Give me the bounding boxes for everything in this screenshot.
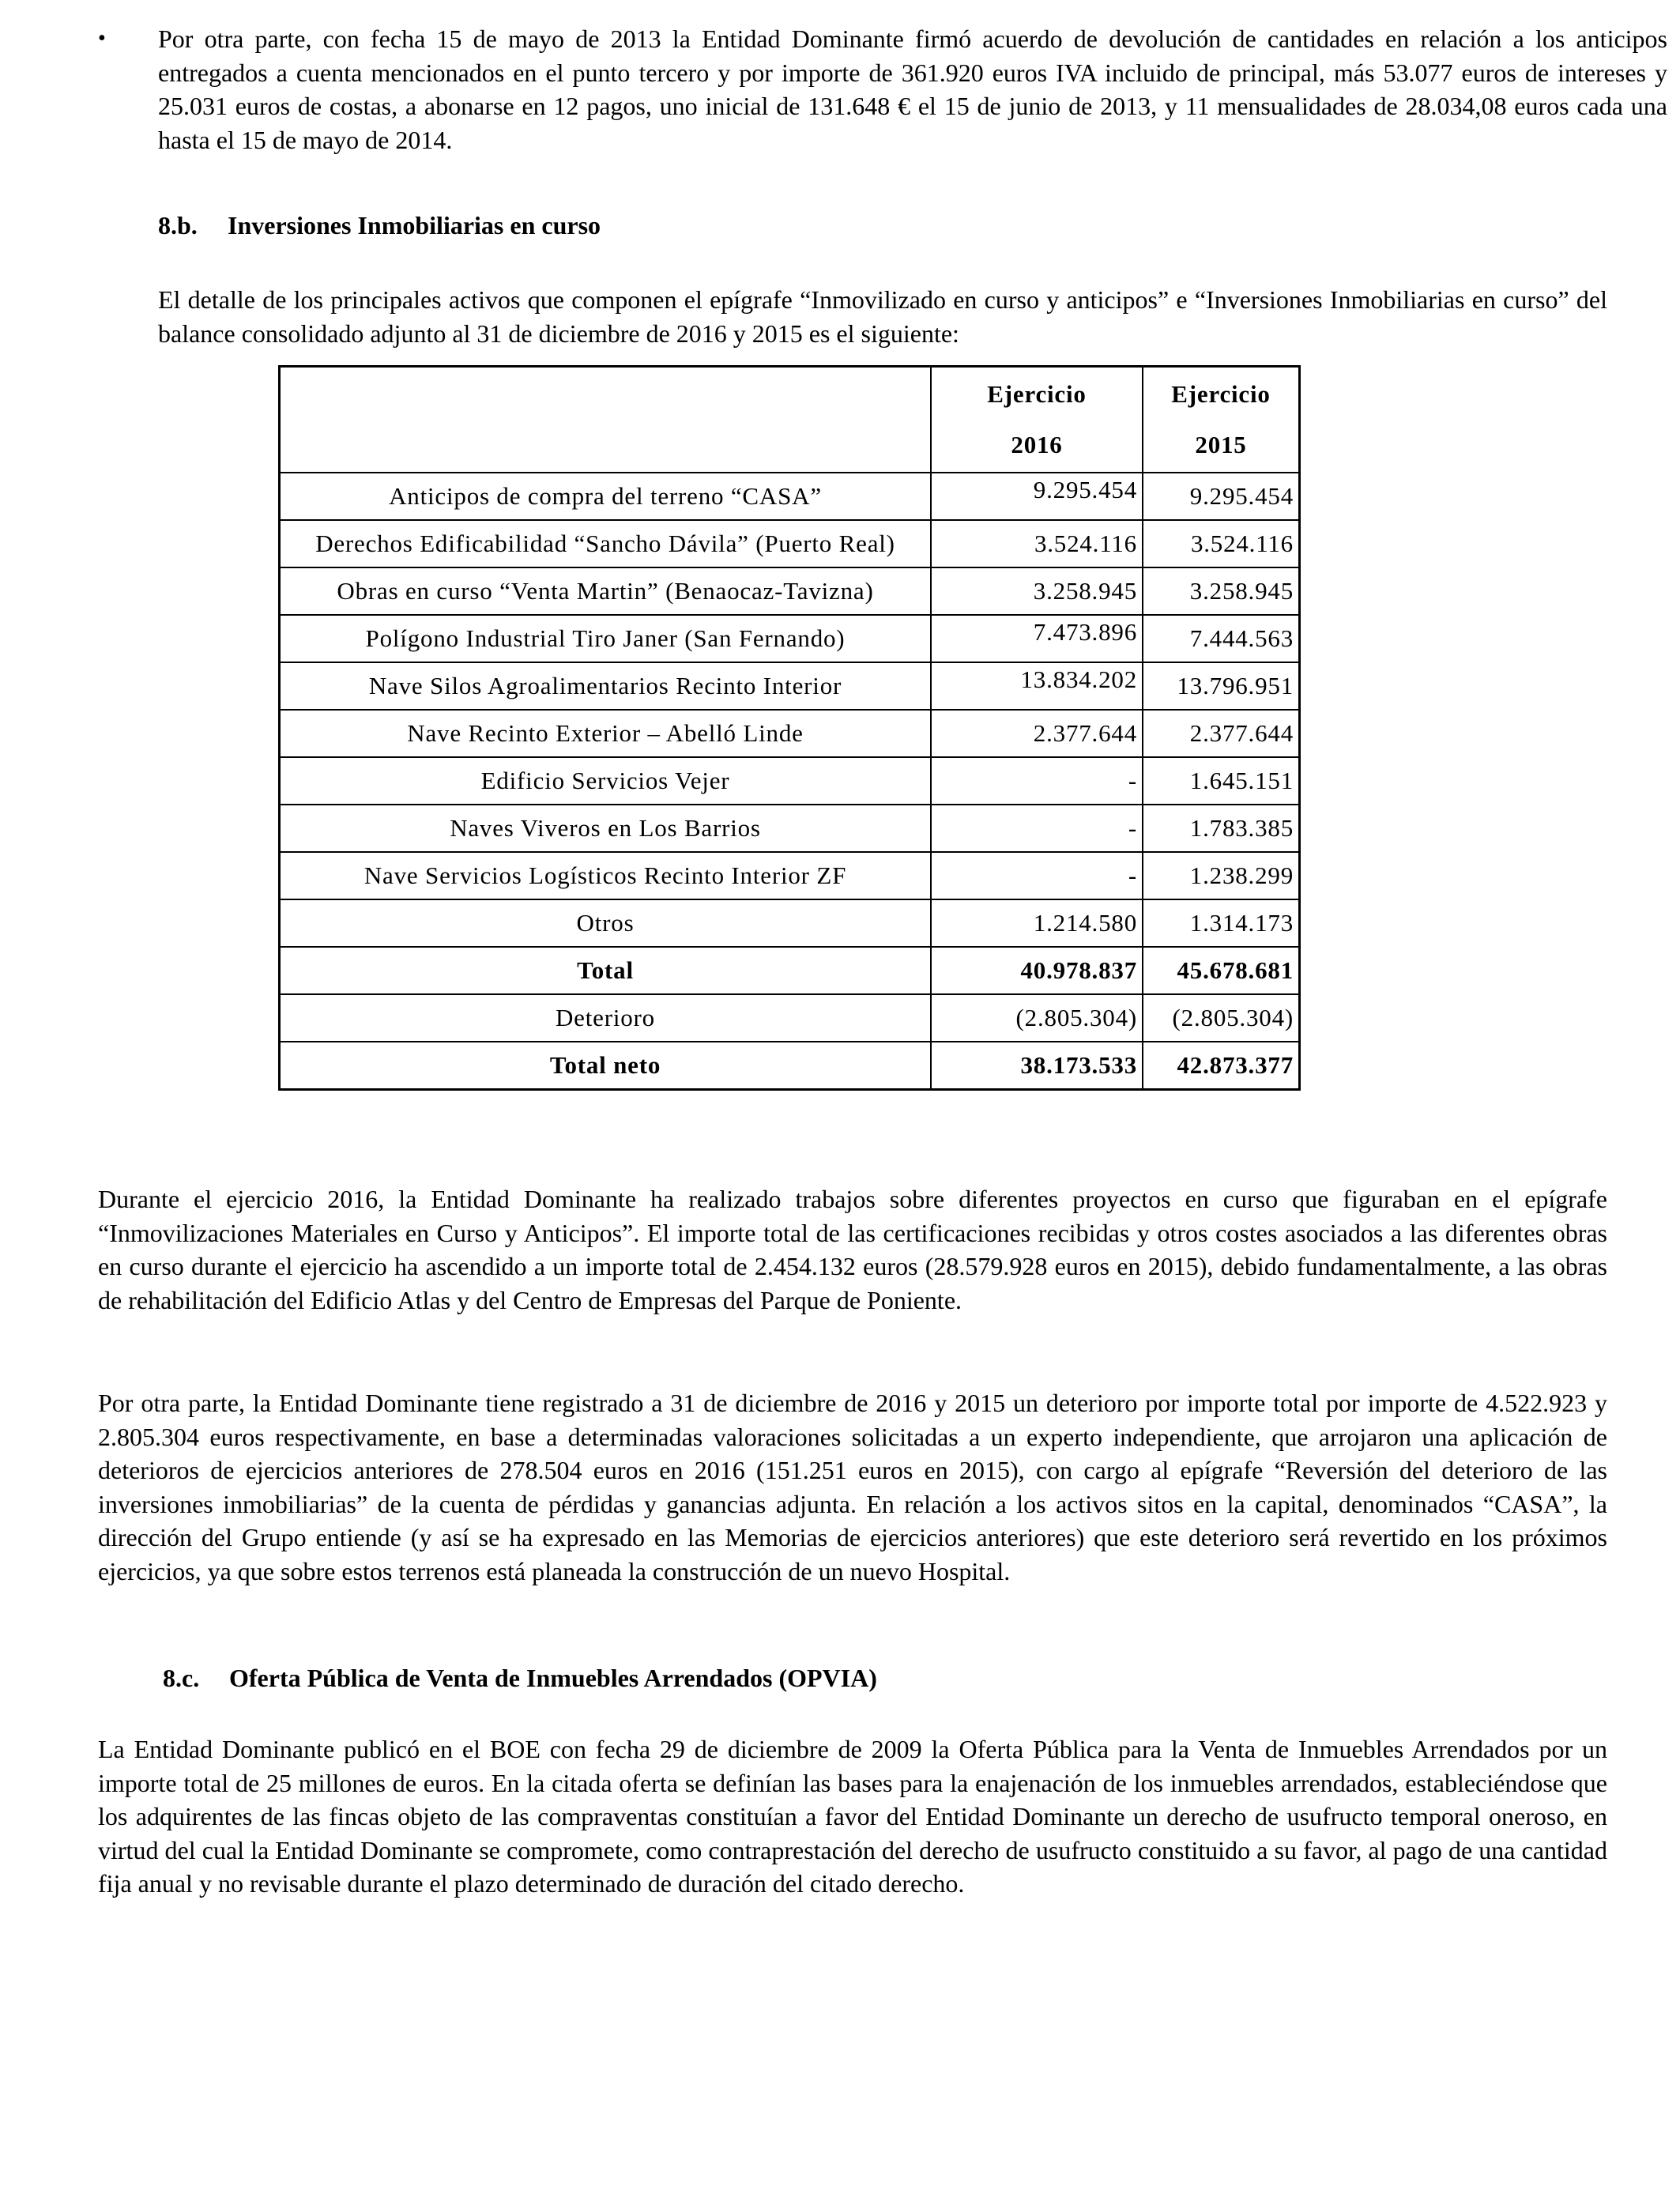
table-cell-name: Polígono Industrial Tiro Janer (San Fernando) <box>280 615 932 662</box>
table-value-2016: 3.524.116 <box>1034 530 1137 557</box>
investments-table <box>278 365 1301 1091</box>
table-value-2016: - <box>1128 767 1137 794</box>
table-cell-2015: 1.783.385 <box>1143 805 1300 852</box>
bullet-text: Por otra parte, con fecha 15 de mayo de 2013 la Entidad Dominante firmó acuerdo de devolución de cantidades en relación a los anticipos entregados a cuenta mencionados en el punto tercero y por importe de 361.920 euros IVA incluido de principal, más 53.077 euros de intereses y 25.031 euros de costas, a abonarse en 12 pagos, uno inicial de 131.648 € el 15 de junio de 2013, y 11 mensualidades de 28.034,08 euros cada una hasta el 15 de mayo de 2014. <box>158 25 1667 154</box>
section-c-text: La Entidad Dominante publicó en el BOE con fecha 29 de diciembre de 2009 la Oferta Pública para la Venta de Inmuebles Arrendados por un importe total de 25 millones de euros. En la citada oferta se definían las bases para la enajenación de los inmuebles arrendados, estableciéndose que los adquirentes de las fincas objeto de las compraventas constituían a favor del Entidad Dominante un derecho de usufructo temporal oneroso, en virtud del cual la Entidad Dominante se compromete, como contraprestación del derecho de usufructo constituido a su favor, al pago de una cantidad fija anual y no revisable durante el plazo determinado de duración del citado derecho. <box>98 1735 1607 1898</box>
table-cell-2015: 9.295.454 <box>1143 473 1300 520</box>
table-cell-2016 <box>931 615 1143 662</box>
table-value-2016: 13.834.202 <box>1020 665 1137 693</box>
table-value-2016: 1.214.580 <box>1033 909 1137 937</box>
table-cell-name: Nave Servicios Logísticos Recinto Interior ZF <box>280 852 932 899</box>
table-row-total <box>280 947 1300 994</box>
table-row <box>280 852 1300 899</box>
table-cell-name: Obras en curso “Venta Martin” (Benaocaz-Tavizna) <box>280 567 932 615</box>
table-cell-2015: 1.645.151 <box>1143 757 1300 805</box>
table-header-2015 <box>1143 367 1300 473</box>
table-row <box>280 615 1300 662</box>
table-value-2016: 40.978.837 <box>1020 956 1137 984</box>
table-cell-name: Total neto <box>280 1042 932 1090</box>
section-b-title: Inversiones Inmobiliarias en curso <box>228 211 601 239</box>
table-row <box>280 473 1300 520</box>
table-cell-name: Edificio Servicios Vejer <box>280 757 932 805</box>
table-header-empty <box>280 367 932 473</box>
paragraph-1-text: Durante el ejercicio 2016, la Entidad Dominante ha realizado trabajos sobre diferentes proyectos en curso que figuraban en el epígrafe “Inmovilizaciones Materiales en Curso y Anticipos”. El importe total de las certificaciones recibidas y otros costes asociados a las diferentes obras en curso durante el ejercicio ha ascendido a un importe total de 2.454.132 euros (28.579.928 euros en 2015), debido fundamentalmente, a las obras de rehabilitación del Edificio Atlas y del Centro de Empresas del Parque de Poniente. <box>98 1185 1607 1314</box>
table-value-2016: 2.377.644 <box>1033 719 1137 747</box>
table-cell-2016 <box>931 805 1143 852</box>
table-row <box>280 757 1300 805</box>
table-value-2016: 3.258.945 <box>1033 577 1137 605</box>
paragraph-2-text: Por otra parte, la Entidad Dominante tiene registrado a 31 de diciembre de 2016 y 2015 un deterioro por importe total por importe de 4.522.923 y 2.805.304 euros respectivamente, en base a determinadas valoraciones solicitadas a un experto independiente, que arrojaron una aplicación de deterioros de ejercicios anteriores de 278.504 euros en 2016 (151.251 euros en 2015), con cargo al epígrafe “Reversión del deterioro de las inversiones inmobiliarias” de la cuenta de pérdidas y ganancias adjunta. En relación a los activos sitos en la capital, denominados “CASA”, la dirección del Grupo entiende (y así se ha expresado en las Memorias de ejercicios anteriores) que este deterioro será revertido en los próximos ejercicios, ya que sobre estos terrenos está planeada la construcción de un nuevo Hospital. <box>98 1389 1607 1585</box>
table-cell-name: Nave Recinto Exterior – Abelló Linde <box>280 710 932 757</box>
section-c-title: Oferta Pública de Venta de Inmuebles Arrendados (OPVIA) <box>229 1664 877 1692</box>
table-value-2016: - <box>1128 861 1137 889</box>
header-2015-label: Ejercicio <box>1171 380 1271 408</box>
table-cell-2016 <box>931 994 1143 1042</box>
section-c-heading <box>163 1661 1585 1695</box>
table-cell-2016 <box>931 899 1143 947</box>
table-cell-2015: 1.238.299 <box>1143 852 1300 899</box>
table-cell-name: Anticipos de compra del terreno “CASA” <box>280 473 932 520</box>
section-c-body <box>98 1732 1607 1901</box>
table-value-2016: 38.173.533 <box>1020 1051 1137 1079</box>
table-value-2016: (2.805.304) <box>1015 1004 1137 1031</box>
section-c-number: 8.c. <box>163 1664 200 1692</box>
table-cell-2016 <box>931 757 1143 805</box>
table-row <box>280 899 1300 947</box>
header-2015-year: 2015 <box>1195 431 1247 458</box>
table-cell-2015: 7.444.563 <box>1143 615 1300 662</box>
table-cell-2015: 2.377.644 <box>1143 710 1300 757</box>
table-cell-name: Naves Viveros en Los Barrios <box>280 805 932 852</box>
table-cell-2016 <box>931 852 1143 899</box>
table-row-total-neto <box>280 1042 1300 1090</box>
table-cell-name: Nave Silos Agroalimentarios Recinto Interior <box>280 662 932 710</box>
table-cell-2015: 3.258.945 <box>1143 567 1300 615</box>
table-cell-name: Deterioro <box>280 994 932 1042</box>
table-value-2016: - <box>1128 814 1137 842</box>
section-b-number: 8.b. <box>158 211 198 239</box>
investments-table-wrapper <box>278 365 1301 1091</box>
table-cell-2016 <box>931 947 1143 994</box>
bullet-paragraph <box>98 22 1667 156</box>
bullet-icon: • <box>98 26 106 51</box>
section-b-intro-text: El detalle de los principales activos que componen el epígrafe “Inmovilizado en curso y anticipos” e “Inversiones Inmobiliarias en curso” del balance consolidado adjunto al 31 de diciembre de 2016 y 2015 es el siguiente: <box>158 285 1607 348</box>
table-row <box>280 567 1300 615</box>
table-cell-name: Derechos Edificabilidad “Sancho Dávila” (Puerto Real) <box>280 520 932 567</box>
table-cell-name: Total <box>280 947 932 994</box>
section-b-intro <box>158 283 1607 350</box>
table-cell-2016 <box>931 662 1143 710</box>
table-cell-name: Otros <box>280 899 932 947</box>
table-value-2016: 7.473.896 <box>1033 618 1137 646</box>
table-cell-2015: 45.678.681 <box>1143 947 1300 994</box>
table-cell-2016 <box>931 567 1143 615</box>
table-cell-2015: 13.796.951 <box>1143 662 1300 710</box>
section-b-heading <box>158 209 1607 243</box>
table-row <box>280 805 1300 852</box>
table-value-2016: 9.295.454 <box>1033 476 1137 503</box>
header-2016-year: 2016 <box>1011 431 1063 458</box>
paragraph-2 <box>98 1386 1607 1588</box>
table-cell-2016 <box>931 710 1143 757</box>
table-cell-2016 <box>931 473 1143 520</box>
table-header-2016 <box>931 367 1143 473</box>
table-cell-2015: 42.873.377 <box>1143 1042 1300 1090</box>
table-body <box>280 473 1300 1090</box>
table-header-row <box>280 367 1300 473</box>
table-cell-2015: 3.524.116 <box>1143 520 1300 567</box>
table-cell-2016 <box>931 1042 1143 1090</box>
table-row <box>280 710 1300 757</box>
table-row <box>280 520 1300 567</box>
table-row <box>280 662 1300 710</box>
table-cell-2015: 1.314.173 <box>1143 899 1300 947</box>
table-cell-2015: (2.805.304) <box>1143 994 1300 1042</box>
header-2016-label: Ejercicio <box>987 380 1087 408</box>
table-row-deterioro <box>280 994 1300 1042</box>
table-cell-2016 <box>931 520 1143 567</box>
paragraph-1 <box>98 1182 1607 1317</box>
